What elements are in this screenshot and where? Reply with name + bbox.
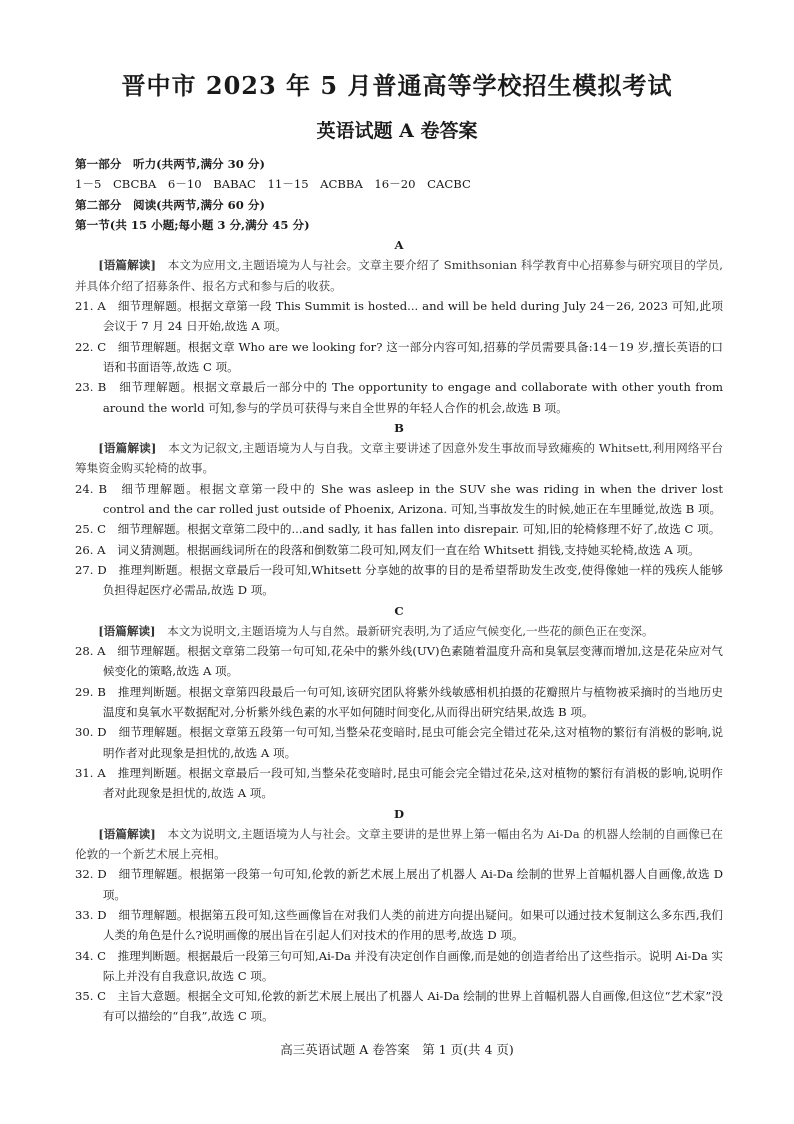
part2-heading: 第二部分 阅读(共两节,满分 60 分) (75, 197, 265, 212)
passage-tag: [语篇解读] (98, 623, 156, 638)
passage-tag: [语篇解读] (98, 258, 156, 273)
passage-letter: D (393, 806, 405, 821)
passage-summary-text: 本文为说明文,主题语境为人与自然。最新研究表明,为了适应气候变化,一些花的颜色正在变深。 (155, 623, 654, 638)
answer-item: 27. D 推理判断题。根据文章最后一段可知,Whitsett 分享她的故事的目的是希望帮助发生改变,使得像她一样的残疾人能够负担得起医疗必需品,故选 D 项。 (75, 562, 723, 598)
passage-summary-text: 本文为应用文,主题语境为人与社会。文章主要介绍了 Smithsonian 科学教育中心招募参与研究项目的学员,并具体介绍了招募条件、报名方式和参与后的收获。 (75, 258, 723, 293)
answer-item: 33. D 细节理解题。根据第五段可知,这些画像旨在对我们人类的前进方向提出疑问。如果可以通过技术复制这么多东西,我们人类的角色是什么?说明画像的展出旨在引起人们对技术的作用的思考,故选 D 项。 (75, 907, 723, 943)
passage-tag: [语篇解读] (98, 826, 156, 841)
answer-item: 22. C 细节理解题。根据文章 Who are we looking for? 这一部分内容可知,招募的学员需要具备:14－19 岁,擅长英语的口语和书面语等,故选 C 项。 (75, 339, 723, 374)
answer-body (75, 154, 723, 1027)
passage-summary-text: 本文为说明文,主题语境为人与社会。文章主要讲的是世界上第一幅由名为 Ai-Da 的机器人绘制的自画像已在伦敦的一个新艺术展上亮相。 (75, 826, 724, 862)
passage-summary-text: 本文为记叙文,主题语境为人与自我。文章主要讲述了因意外发生事故而导致瘫痪的 Whitsett,利用网络平台筹集资金购买轮椅的故事。 (75, 441, 723, 476)
passage-letter: A (394, 238, 404, 253)
answer-item: 30. D 细节理解题。根据文章第五段第一句可知,当整朵花变暗时,昆虫可能会完全错过花朵,这对植物的繁衍有消极的影响,说明作者对此现象是担忧的,故选 A 项。 (75, 725, 723, 760)
answer-item: 31. A 推理判断题。根据文章最后一段可知,当整朵花变暗时,昆虫可能会完全错过花朵,这对植物的繁衍有消极的影响,说明作者对此现象是担忧的,故选 A 项。 (75, 765, 723, 801)
passage-summary (75, 621, 723, 641)
passage-summary (75, 255, 723, 296)
answer-item: 26. A 词义猜测题。根据画线词所在的段落和倒数第二段可知,网友们一直在给 Whitsett 捐钱,支持她买轮椅,故选 A 项。 (75, 542, 700, 557)
part1-heading: 第一部分 听力(共两节,满分 30 分) (75, 157, 265, 171)
answer-item: 32. D 细节理解题。根据第一段第一句可知,伦敦的新艺术展上展出了机器人 Ai-Da 绘制的世界上首幅机器人自画像,故选 D 项。 (75, 867, 723, 902)
answer-item: 34. C 推理判断题。根据最后一段第三句可知,Ai-Da 并没有决定创作自画像,而是她的创造者给出了这些指示。说明 Ai-Da 实际上并没有自我意识,故选 C 项。 (75, 948, 723, 983)
answer-item: 29. B 推理判断题。根据文章第四段最后一句可知,该研究团队将紫外线敏感相机拍摄的花瓣照片与植物被采摘时的当地历史温度和臭氧水平数据配对,分析紫外线色素的水平如何随时间变化,从而得出研究结果,故选 B 项。 (75, 684, 723, 720)
listening-answers: 1－5 CBCBA 6－10 BABAC 11－15 ACBBA 16－20 CACBC (75, 177, 471, 192)
passage-letter: B (394, 420, 404, 435)
passage-tag: [语篇解读] (98, 441, 157, 456)
exam-subtitle: 英语试题 A 卷答案 (316, 120, 478, 142)
exam-title: 晋中市 2023 年 5 月普通高等学校招生模拟考试 (121, 71, 673, 100)
passage-letter: C (394, 603, 404, 618)
answer-item: 21. A 细节理解题。根据文章第一段 This Summit is hosted... and will be held during July 24－26, 2023 可知,此项会议于 7 月 24 日开始,故选 A 项。 (75, 299, 723, 334)
answer-item: 28. A 细节理解题。根据文章第二段第一句可知,花朵中的紫外线(UV)色素随着温度升高和臭氧层变薄而增加,这是花朵应对气候变化的策略,故选 A 项。 (75, 644, 723, 679)
page-footer: 高三英语试题 A 卷答案 第 1 页(共 4 页) (280, 1042, 514, 1057)
answer-item: 24. B 细节理解题。根据文章第一段中的 She was asleep in the SUV she was riding in when the driver lost control and the car rolled just outside of Phoenix, Arizona. 可知,当事故发生的时候,她正在车里睡觉,故选 B 项。 (75, 481, 723, 517)
answer-item: 23. B 细节理解题。根据文章最后一部分中的 The opportunity to engage and collaborate with other youth from around the world 可知,参与的学员可获得与来自全世界的年轻人合作的机会,故选 B 项。 (75, 380, 723, 415)
answer-item: 25. C 细节理解题。根据文章第二段中的...and sadly, it has fallen into disrepair. 可知,旧的轮椅修理不好了,故选 C 项。 (75, 522, 721, 537)
answer-item: 35. C 主旨大意题。根据全文可知,伦敦的新艺术展上展出了机器人 Ai-Da 绘制的世界上首幅机器人自画像,但这位“艺术家”没有可以描绘的“自我”,故选 C 项。 (75, 989, 723, 1024)
section1-heading: 第一节(共 15 小题;每小题 3 分,满分 45 分) (75, 217, 310, 232)
passage-summary (75, 824, 723, 865)
passage-summary (75, 438, 723, 479)
